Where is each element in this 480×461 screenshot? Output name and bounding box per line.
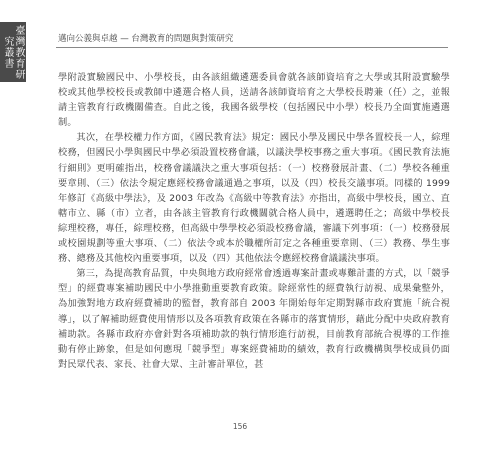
- body-text: [58, 70, 450, 372]
- header-rule: [56, 47, 448, 48]
- paragraph-third: 第三，為提高教育品質，中央與地方政府經常會透過專案計畫或專難計畫的方式，以「競爭型」的經費專案補助國民中小學推動重要教育政策。除經常性的經費執行訪視、成果彙整外，為加強對地方政府經費補助的監督，教育部自 2003 年開始每年定期對縣市政府實施「統合視導」，以了解補助經費使用情形以及各項教育政策在各縣市的落實情形，藉此分配中央政府教育補助款。各縣市政府亦會針對各項補助款的執行情形進行訪視，目前教育部統合視導的工作推動有停止跡象，但是如何應現「競爭型」專案經費補助的績效，教育行政機構與學校成員仍面對民眾代表、家長、社會大眾、主計審計單位，甚: [58, 268, 450, 370]
- page-number: 156: [232, 422, 248, 431]
- side-tab-label: 臺灣教育研究叢書: [2, 24, 24, 80]
- paragraph-second: 其次，在學校權力作方面，《國民教育法》規定：國民小學及國民中學各置校長一人，綜理校務，但國民小學與國民中學必須設置校務會議，以議決學校事務之重大事項。《國民教育法施行細則》更明確指出，校務會議議決之重大事項包括：（一）校務發展計畫、（二）學校各種重要章則、（三）依法令規定應經校務會議通過之事項，以及（四）校長交議事項。同樣的 1999 年修訂《高級中學法》，及 2003 年改為《高級中等教育法》亦指出，高級中學校長，國立、直轄市立、縣（市）立者，由各該主管教育行政機關就合格人員中，遴選聘任之；高級中學校長綜理校務，專任，綜理校務，但高級中學學校必須設校務會議，審議下列事項：（一）校務發展或校園規劃等重大事項、（二）依法令或本於職權所訂定之各種重要章則、（三）教務、學生事務、總務及其他校內重要事項，以及（四）其他依法令應經校務會議議決事項。: [58, 132, 450, 265]
- chapter-side-tab: [0, 22, 26, 82]
- paragraph-continued: 學附設實驗國民中、小學校長，由各該組織遴選委員會就各該師資培育之大學或其附設實驗學校或其他學校校長或教師中遴選合格人員，送請各該師資培育之大學校長聘兼（任）之，並報請主管教育行政機關備查。自此之後，我國各級學校（包括國民中小學）校長乃全面實施遴選制。: [58, 72, 450, 129]
- running-header: 邁向公義與卓越 — 台灣教育的問題與對策研究: [58, 34, 234, 44]
